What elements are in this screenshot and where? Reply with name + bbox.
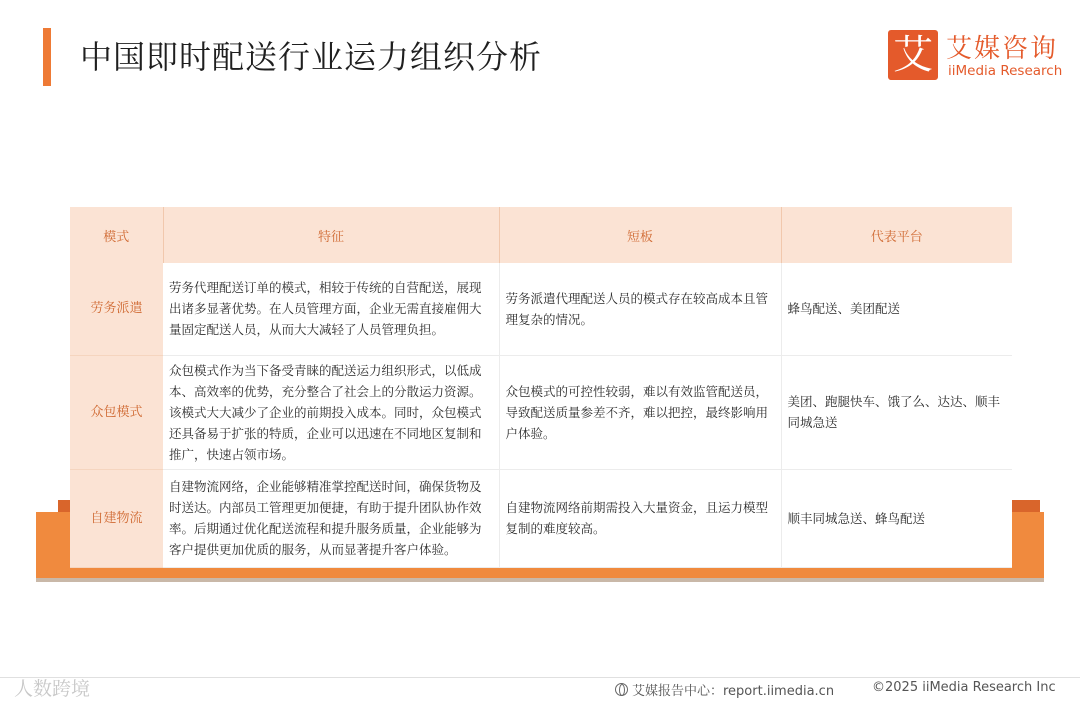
row-feature: 众包模式作为当下备受青睐的配送运力组织形式，以低成本、高效率的优势，充分整合了社会上的分散运力资源。该模式大大减少了企业的前期投入成本。同时，众包模式还具备易于扩张的特质，企业可以迅速在不同地区复制和推广，快速占领市场。 <box>163 355 499 469</box>
footer-divider <box>0 677 1080 678</box>
row-weakness: 劳务派遣代理配送人员的模式存在较高成本且管理复杂的情况。 <box>499 263 781 355</box>
header-platforms: 代表平台 <box>781 207 1012 263</box>
row-platforms: 蜂鸟配送、美团配送 <box>781 263 1012 355</box>
footer-report-center <box>615 680 834 699</box>
table-row <box>70 355 1012 469</box>
row-weakness: 自建物流网络前期需投入大量资金，且运力模型复制的难度较高。 <box>499 469 781 567</box>
table-row <box>70 263 1012 355</box>
logistics-mode-table <box>70 207 1012 568</box>
header-weakness: 短板 <box>499 207 781 263</box>
row-platforms: 顺丰同城急送、蜂鸟配送 <box>781 469 1012 567</box>
copyright-text: ©2025 iiMedia Research Inc <box>872 680 1056 695</box>
row-weakness: 众包模式的可控性较弱，难以有效监管配送员，导致配送质量参差不齐，难以把控，最终影响用户体验。 <box>499 355 781 469</box>
row-platforms: 美团、跑腿快车、饿了么、达达、顺丰同城急送 <box>781 355 1012 469</box>
watermark-text: 人数跨境 <box>14 678 91 700</box>
row-feature: 自建物流网络，企业能够精准掌控配送时间，确保货物及时送达。内部员工管理更加便捷，有助于提升团队协作效率。后期通过优化配送流程和提升服务质量，企业能够为客户提供更加优质的服务，从而显著提升客户体验。 <box>163 469 499 567</box>
row-feature: 劳务代理配送订单的模式，相较于传统的自营配送，展现出诸多显著优势。在人员管理方面，企业无需直接雇佣大量固定配送人员，从而大大减轻了人员管理负担。 <box>163 263 499 355</box>
iimedia-logo <box>888 30 1063 82</box>
logo-english-text: iiMedia Research <box>948 63 1063 79</box>
table-base-shadow <box>36 578 1044 582</box>
row-mode: 劳务派遣 <box>70 263 163 355</box>
page-title: 中国即时配送行业运力组织分析 <box>80 38 543 76</box>
logo-mark-icon: 艾 <box>888 30 938 80</box>
logo-chinese-text: 艾媒咨询 <box>946 34 1059 64</box>
table-header-row <box>70 207 1012 263</box>
globe-icon <box>615 683 628 696</box>
table-row <box>70 469 1012 567</box>
row-mode: 自建物流 <box>70 469 163 567</box>
title-accent-bar <box>43 28 51 86</box>
report-center-link[interactable]: 艾媒报告中心：report.iimedia.cn <box>632 684 835 699</box>
header-mode: 模式 <box>70 207 163 263</box>
row-mode: 众包模式 <box>70 355 163 469</box>
header-feature: 特征 <box>163 207 499 263</box>
